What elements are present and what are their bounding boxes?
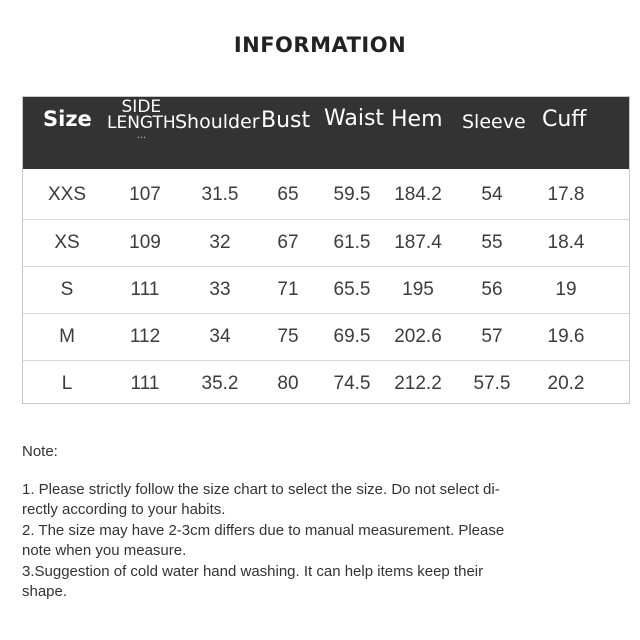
cell-cuff: 20.2 [547,373,585,394]
cell-shoulder: 31.5 [201,184,239,205]
cell-size: S [60,279,74,300]
cell-hem: 187.4 [394,232,442,253]
cell-size: XS [54,232,80,253]
note-line: shape. [22,583,68,600]
cell-sleeve: 56 [481,279,503,300]
cell-waist: 74.5 [333,373,371,394]
header-bust: Bust [261,108,311,133]
cell-size: L [61,373,73,394]
size-chart-table [22,96,630,404]
cell-bust: 75 [277,326,299,347]
header-hem: Hem [391,107,443,132]
header-waist: Waist [324,106,385,131]
cell-hem: 202.6 [394,326,442,347]
cell-hem: 184.2 [394,184,442,205]
notes-label: Note: [22,443,58,460]
cell-side-length: 112 [129,326,161,347]
table-row [23,313,629,360]
cell-sleeve: 57 [481,326,503,347]
cell-hem: 212.2 [394,373,442,394]
cell-waist: 65.5 [333,279,371,300]
notes-section [22,442,622,603]
cell-side-length: 111 [130,373,160,394]
cell-cuff: 19.6 [547,326,585,347]
cell-shoulder: 34 [209,326,231,347]
cell-size: XXS [47,184,87,205]
cell-side-length: 111 [130,279,160,300]
cell-bust: 71 [277,279,299,300]
header-sleeve: Sleeve [462,111,526,133]
table-row [23,266,629,313]
cell-size: M [59,326,75,347]
header-size: Size [43,107,92,131]
cell-side-length: 109 [129,232,161,253]
note-line: rectly according to your habits. [22,501,226,518]
cell-bust: 67 [277,232,299,253]
cell-shoulder: 33 [209,279,231,300]
cell-hem: 195 [402,279,434,300]
cell-cuff: 19 [555,279,577,300]
table-row [23,360,629,407]
cell-cuff: 17.8 [547,184,585,205]
cell-shoulder: 32 [209,232,231,253]
cell-sleeve: 55 [481,232,503,253]
header-cuff: Cuff [542,107,587,132]
cell-shoulder: 35.2 [201,373,239,394]
cell-cuff: 18.4 [547,232,585,253]
cell-waist: 69.5 [333,326,371,347]
cell-sleeve: 54 [481,184,503,205]
table-header [23,97,629,169]
cell-waist: 59.5 [333,184,371,205]
header-side-length-line1: SIDE [121,97,162,117]
header-shoulder: Shoulder [175,111,260,133]
header-side-length-line2: LENGTH [107,113,176,133]
note-line: 2. The size may have 2-3cm differs due to manual measurement. Please [22,521,505,539]
note-line: note when you measure. [22,542,187,559]
cell-bust: 80 [277,373,299,394]
cell-waist: 61.5 [333,232,371,253]
cell-bust: 65 [277,184,299,205]
header-side-length-dots: ... [136,130,147,141]
cell-side-length: 107 [129,184,161,205]
page-title: INFORMATION [233,33,407,57]
table-row [23,219,629,266]
header-side-length [107,99,176,141]
table-row [23,172,629,219]
note-line: 1. Please strictly follow the size chart to select the size. Do not select di- [22,480,500,498]
cell-sleeve: 57.5 [473,373,511,394]
note-line: 3.Suggestion of cold water hand washing. It can help items keep their [22,562,484,580]
